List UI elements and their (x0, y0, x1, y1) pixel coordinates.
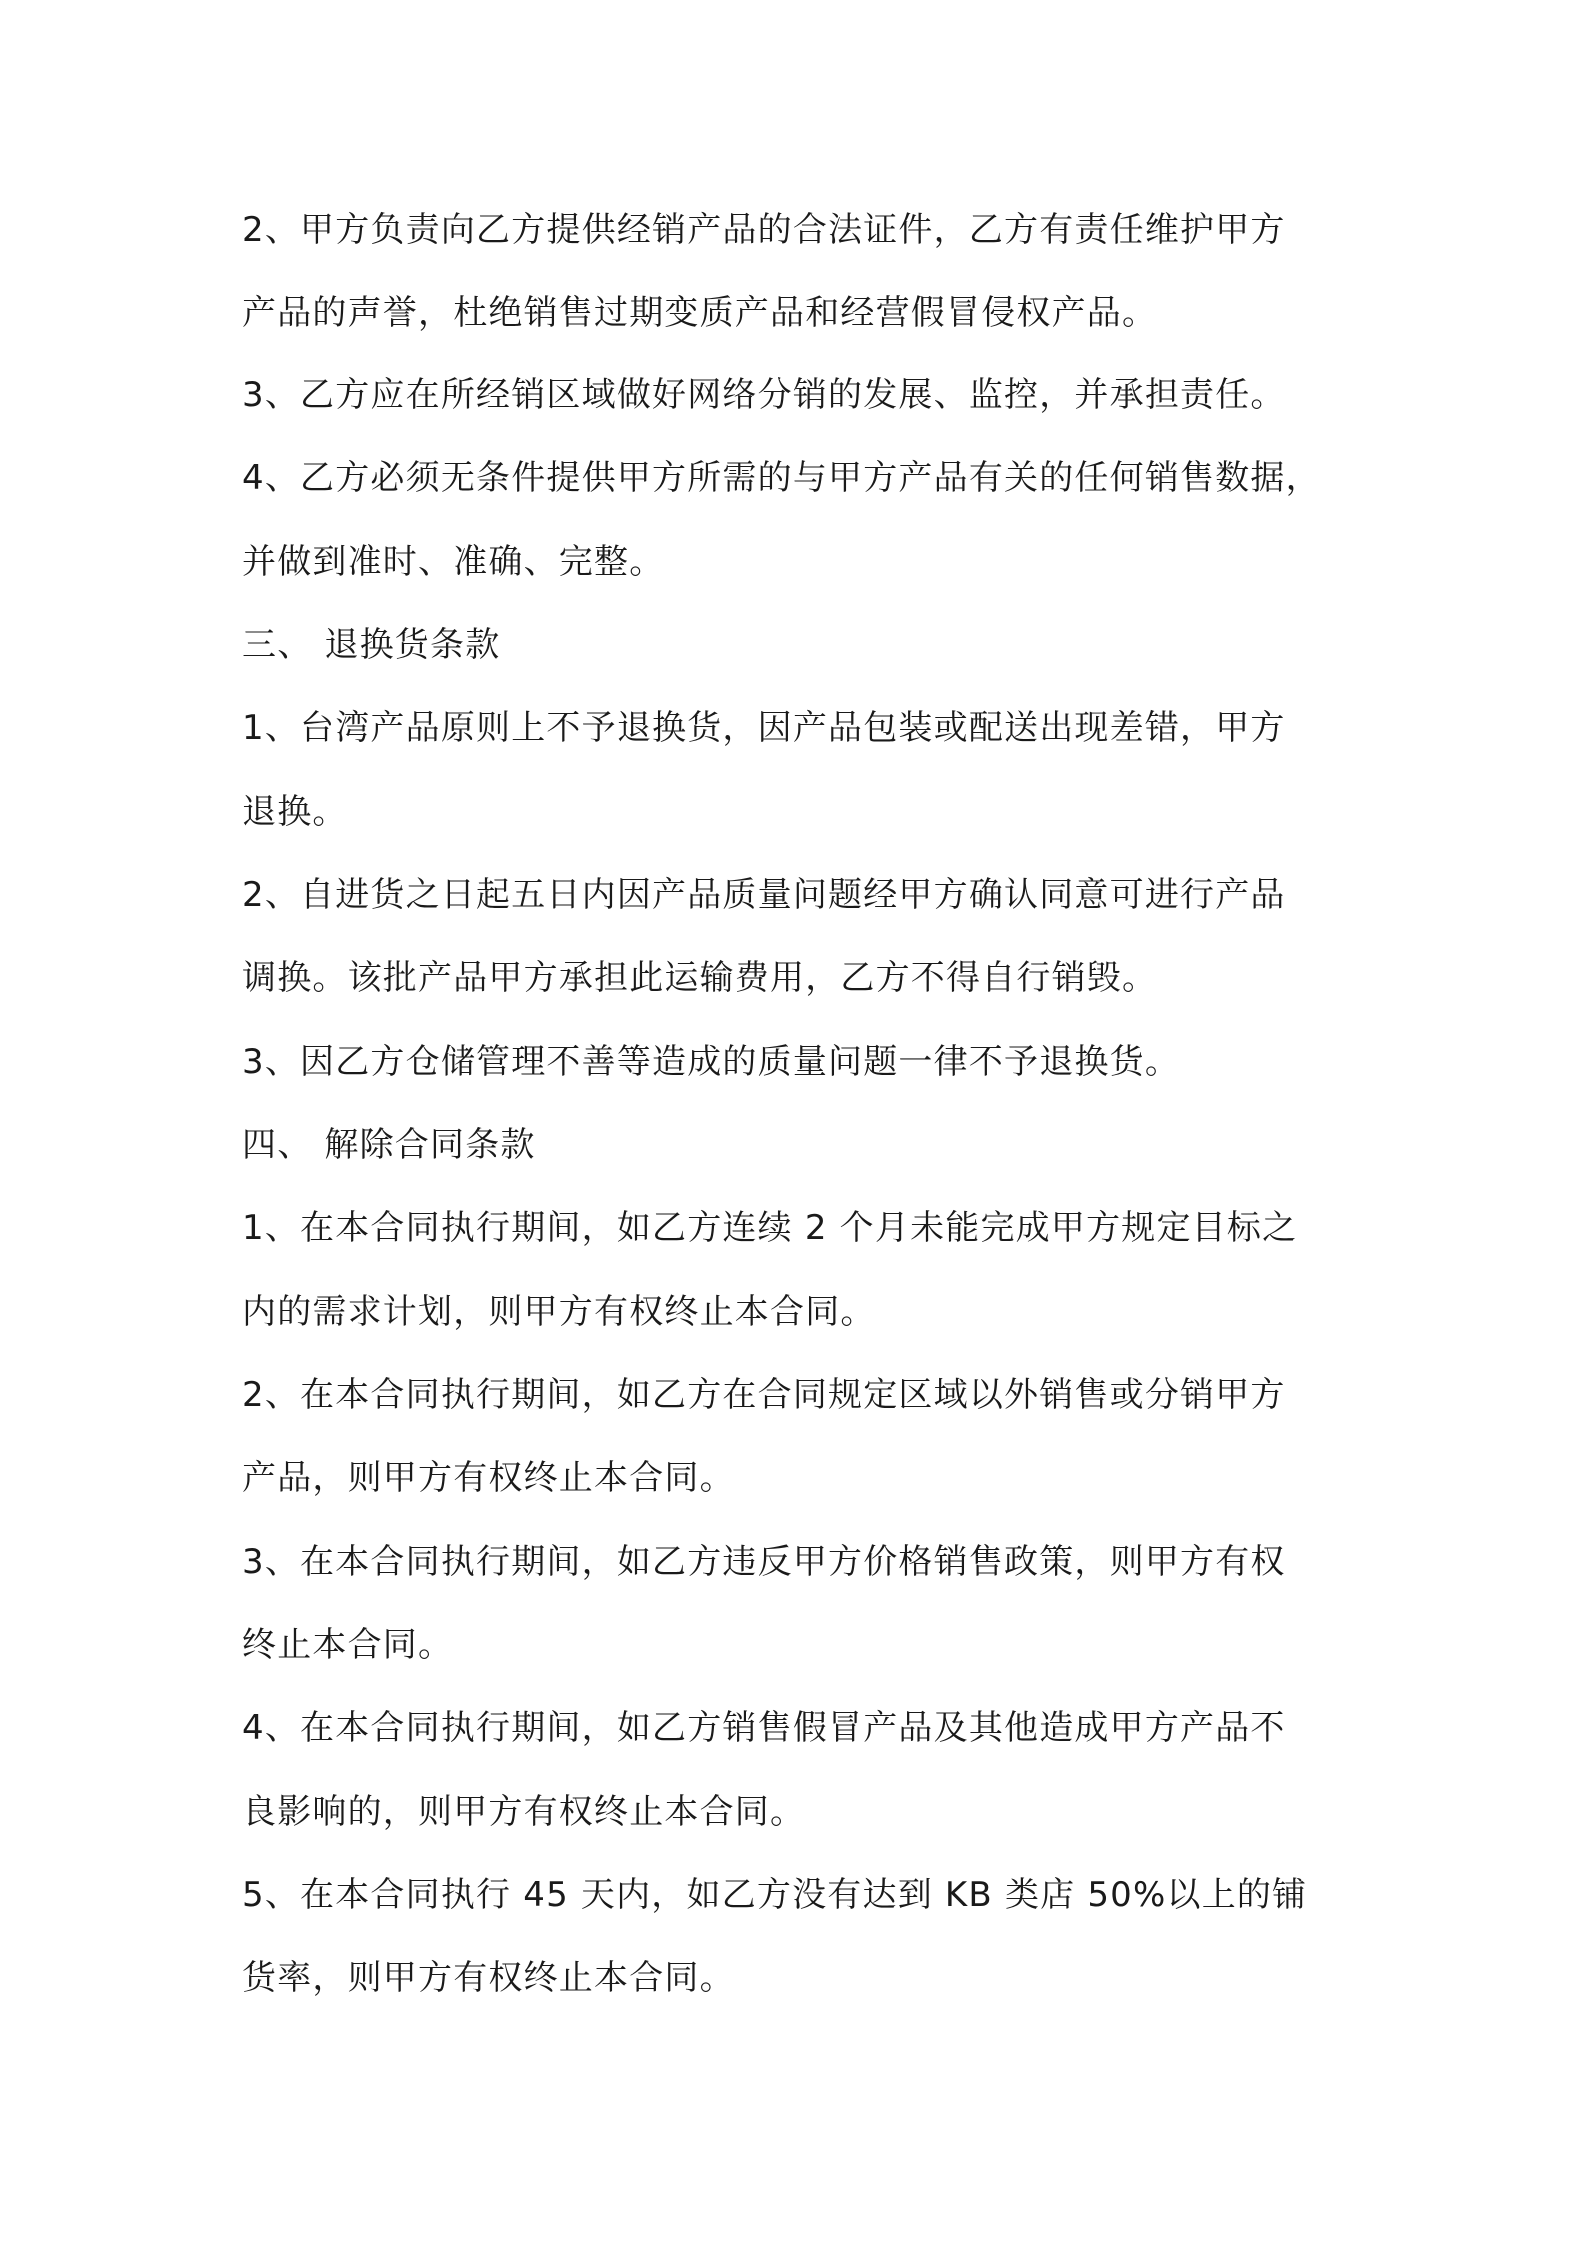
clause-2-3-line-1: 3、乙方应在所经销区域做好网络分销的发展、监控，并承担责任。 (242, 375, 1286, 415)
clause-4-2-line-2: 产品，则甲方有权终止本合同。 (242, 1458, 735, 1498)
clause-4-4-line-1: 4、在本合同执行期间，如乙方销售假冒产品及其他造成甲方产品不 (242, 1708, 1286, 1748)
clause-4-3-line-1: 3、在本合同执行期间，如乙方违反甲方价格销售政策，则甲方有权 (242, 1542, 1286, 1582)
clause-3-1-line-2: 退换。 (242, 792, 348, 832)
clause-3-2-line-1: 2、自进货之日起五日内因产品质量问题经甲方确认同意可进行产品 (242, 875, 1286, 915)
clause-2-4-line-2: 并做到准时、准确、完整。 (242, 542, 665, 582)
section-4-heading: 四、 解除合同条款 (242, 1125, 536, 1165)
clause-3-1-line-1: 1、台湾产品原则上不予退换货，因产品包装或配送出现差错，甲方 (242, 708, 1286, 748)
clause-3-2-line-2: 调换。该批产品甲方承担此运输费用，乙方不得自行销毁。 (242, 958, 1158, 998)
section-3-heading: 三、 退换货条款 (242, 625, 501, 665)
clause-4-5-line-2: 货率，则甲方有权终止本合同。 (242, 1958, 735, 1998)
clause-2-2-line-2: 产品的声誉，杜绝销售过期变质产品和经营假冒侵权产品。 (242, 293, 1158, 333)
clause-4-1-line-1: 1、在本合同执行期间，如乙方连续 2 个月未能完成甲方规定目标之 (242, 1208, 1298, 1248)
clause-2-2-line-1: 2、甲方负责向乙方提供经销产品的合法证件，乙方有责任维护甲方 (242, 210, 1286, 250)
clause-4-4-line-2: 良影响的，则甲方有权终止本合同。 (242, 1792, 806, 1832)
clause-4-1-line-2: 内的需求计划，则甲方有权终止本合同。 (242, 1292, 876, 1332)
clause-4-5-line-1: 5、在本合同执行 45 天内，如乙方没有达到 KB 类店 50%以上的铺 (242, 1875, 1308, 1915)
clause-4-3-line-2: 终止本合同。 (242, 1625, 454, 1665)
clause-4-2-line-1: 2、在本合同执行期间，如乙方在合同规定区域以外销售或分销甲方 (242, 1375, 1286, 1415)
clause-3-3-line-1: 3、因乙方仓储管理不善等造成的质量问题一律不予退换货。 (242, 1042, 1181, 1082)
clause-2-4-line-1: 4、乙方必须无条件提供甲方所需的与甲方产品有关的任何销售数据， (242, 458, 1321, 498)
